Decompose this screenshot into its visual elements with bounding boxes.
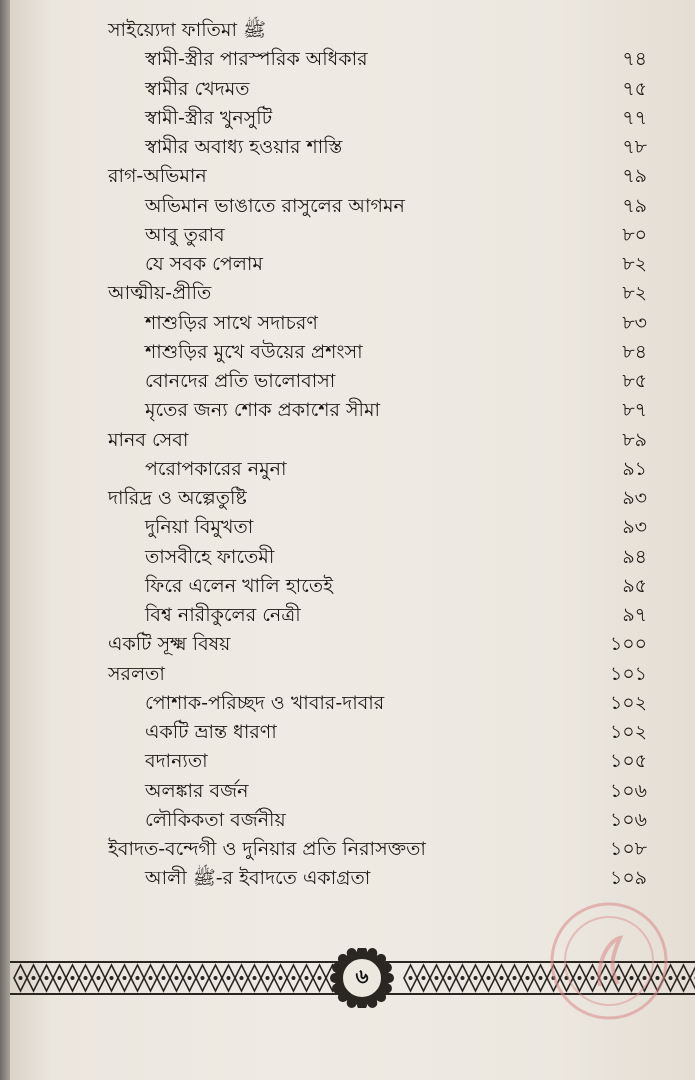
toc-entry-title: স্বামী-স্ত্রীর পারস্পরিক অধিকার xyxy=(145,48,368,71)
toc-entry-title: একটি ভ্রান্ত ধারণা xyxy=(145,721,277,743)
toc-entry xyxy=(10,572,695,602)
toc-entry-page-number: ৭৯ xyxy=(622,165,647,188)
toc-entry-title: অলঙ্কার বর্জন xyxy=(145,779,249,802)
toc-entry xyxy=(10,835,695,865)
toc-entry-title: বোনদের প্রতি ভালোবাসা xyxy=(145,370,336,392)
toc-entry-page-number: ৮৯ xyxy=(622,428,647,451)
toc-entry-title: ফিরে এলেন খালি হাতেই xyxy=(145,574,333,597)
toc-entry-title: পোশাক-পরিচ্ছদ ও খাবার-দাবার xyxy=(145,691,385,714)
toc-entry-page-number: ৭৯ xyxy=(622,194,647,217)
toc-entry xyxy=(10,601,695,631)
toc-entry-title: শাশুড়ির সাথে সদাচরণ xyxy=(145,311,318,334)
toc-entry-page-number: ৯৫ xyxy=(622,574,647,597)
toc-entry xyxy=(10,455,695,485)
toc-entry-title: ইবাদত-বন্দেগী ও দুনিয়ার প্রতি নিরাসক্ততা xyxy=(108,838,426,860)
toc-entry-title: যে সবক পেলাম xyxy=(145,253,263,275)
toc-entry xyxy=(10,777,695,807)
toc-entry-page-number: ১০১ xyxy=(609,662,647,685)
toc-entry-title: আলী ﷺ-র ইবাদতে একাগ্রতা xyxy=(145,867,371,890)
toc-entry-page-number: ১০৮ xyxy=(609,838,647,860)
toc-entry-page-number: ৯১ xyxy=(622,457,647,480)
toc-entry-page-number: ১০৯ xyxy=(609,867,647,890)
red-stamp-mark xyxy=(548,900,670,1022)
page-number: ৬ xyxy=(355,964,369,988)
toc-entry-title: সরলতা xyxy=(108,662,165,685)
toc-entry xyxy=(10,660,695,690)
toc-entry xyxy=(10,338,695,368)
toc-entry xyxy=(10,75,695,105)
toc-entry-page-number: ৭৮ xyxy=(622,136,647,158)
toc-entry xyxy=(10,309,695,339)
toc-entry-title: আবু তুরাব xyxy=(145,223,225,246)
toc-entry-title: লৌকিকতা বর্জনীয় xyxy=(145,808,286,831)
toc-entry xyxy=(10,484,695,514)
toc-entry-title: তাসবীহে ফাতেমী xyxy=(145,545,275,568)
toc-entry-page-number: ৯৩ xyxy=(622,487,647,509)
toc-entry xyxy=(10,45,695,75)
toc-entry-page-number: ৭৪ xyxy=(622,48,647,71)
toc-entry-title: স্বামী-স্ত্রীর খুনসুটি xyxy=(145,106,273,129)
toc-entry-page-number: ৮২ xyxy=(622,253,647,275)
book-page xyxy=(10,0,695,1080)
toc-entry-page-number: ১০২ xyxy=(609,691,647,714)
toc-entry-title: রাগ-অভিমান xyxy=(108,165,207,188)
toc-entry xyxy=(10,543,695,573)
toc-entry-title: পরোপকারের নমুনা xyxy=(145,457,287,480)
toc-entry xyxy=(10,806,695,836)
toc-entry-title: স্বামীর খেদমত xyxy=(145,77,250,100)
toc-entry-page-number: ১০০ xyxy=(609,633,647,656)
toc-entry-page-number: ৯৪ xyxy=(622,545,647,568)
toc-entry-page-number: ১০৬ xyxy=(609,808,647,831)
toc-entry xyxy=(10,221,695,251)
toc-entry-title: মানব সেবা xyxy=(108,428,189,451)
toc-entry-title: অভিমান ভাঙাতে রাসুলের আগমন xyxy=(145,194,405,217)
toc-entry-title: আত্মীয়-প্রীতি xyxy=(108,282,212,305)
toc-entry-page-number: ৯৩ xyxy=(622,516,647,539)
toc-entry xyxy=(10,747,695,777)
toc-entry xyxy=(10,104,695,134)
toc-entry-page-number: ১০২ xyxy=(609,721,647,743)
toc-entry-page-number: ১০৬ xyxy=(609,779,647,802)
toc-entry-page-number: ৭৭ xyxy=(622,106,647,129)
toc-entry xyxy=(10,279,695,309)
toc-entry xyxy=(10,250,695,280)
toc-entry-page-number: ৯৭ xyxy=(622,604,647,626)
book-spine-edge xyxy=(0,0,10,1080)
toc-entry-title: স্বামীর অবাধ্য হওয়ার শাস্তি xyxy=(145,136,343,158)
toc-entry-page-number: ৮২ xyxy=(622,282,647,305)
toc-entry-title: শাশুড়ির মুখে বউয়ের প্রশংসা xyxy=(145,340,363,363)
toc-entry xyxy=(10,367,695,397)
toc-entry-title: দুনিয়া বিমুখতা xyxy=(145,516,254,539)
toc-entry-title: বদান্যতা xyxy=(145,750,208,773)
toc-entry xyxy=(10,396,695,426)
toc-entry xyxy=(10,513,695,543)
toc-entry xyxy=(10,192,695,222)
toc-entry xyxy=(10,718,695,748)
toc-entry-title: মৃতের জন্য শোক প্রকাশের সীমা xyxy=(145,399,381,422)
toc-entry-page-number: ৮৪ xyxy=(622,340,647,363)
toc-entry-title: দারিদ্র ও অল্পেতুষ্টি xyxy=(108,487,247,509)
toc-entry xyxy=(10,162,695,192)
toc-entry-title: একটি সূক্ষ্ম বিষয় xyxy=(108,633,231,656)
toc-entry xyxy=(10,630,695,660)
toc-entry xyxy=(10,864,695,894)
toc-entry-title: সাইয়্যেদা ফাতিমা ﷺ xyxy=(108,19,266,41)
toc-entry xyxy=(10,16,695,46)
toc-entry-page-number: ৮৩ xyxy=(622,311,647,334)
toc-entry-page-number: ৮৫ xyxy=(622,370,647,392)
toc-entry xyxy=(10,133,695,163)
toc-entry-page-number: ৮০ xyxy=(622,223,647,246)
toc-entry xyxy=(10,689,695,719)
toc-entry-title: বিশ্ব নারীকুলের নেত্রী xyxy=(145,604,301,626)
toc-entry-page-number: ৮৭ xyxy=(622,399,647,422)
toc-entry-page-number: ১০৫ xyxy=(609,750,647,773)
toc-entry-page-number: ৭৫ xyxy=(622,77,647,100)
toc-entry xyxy=(10,426,695,456)
